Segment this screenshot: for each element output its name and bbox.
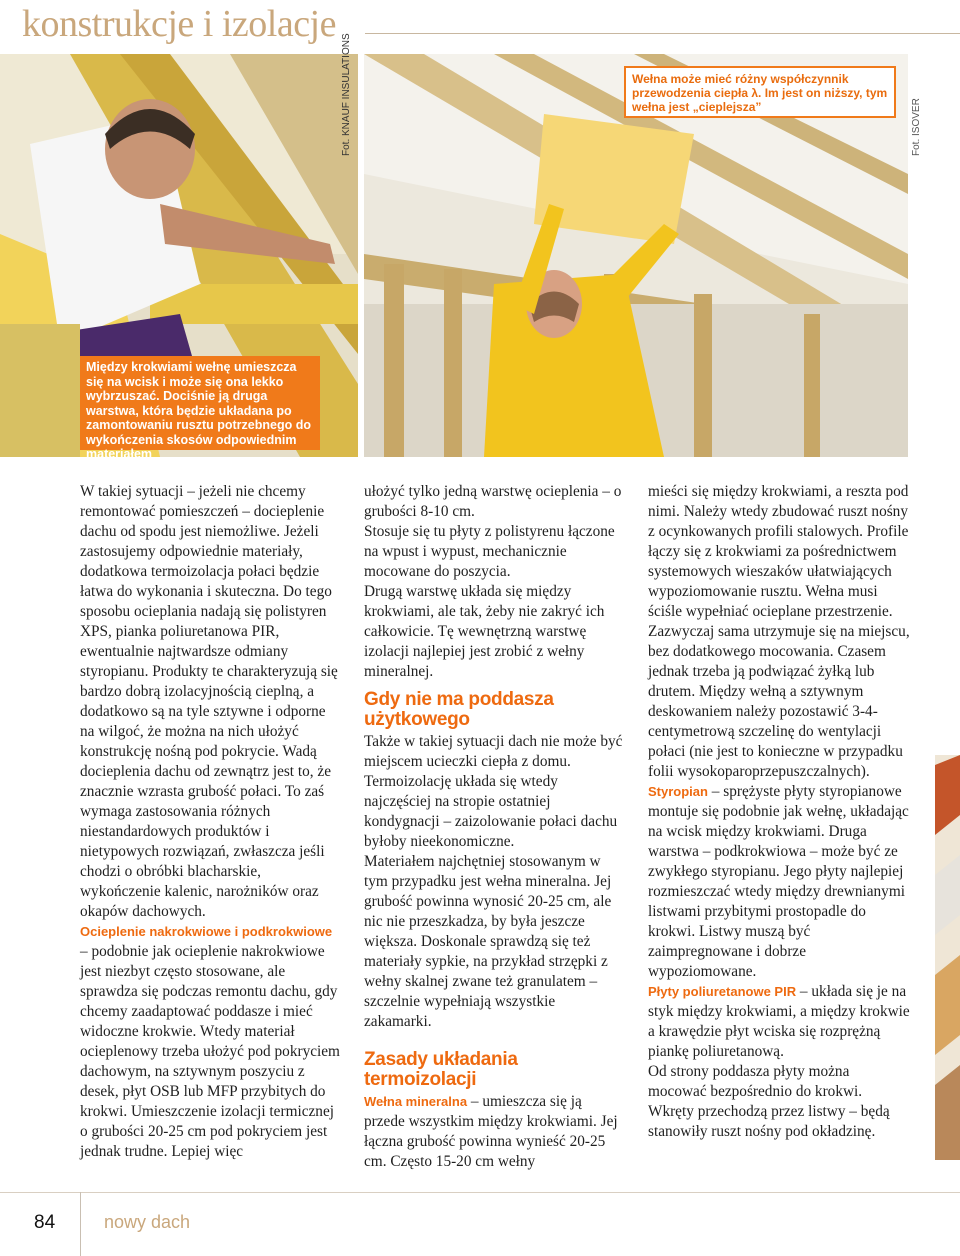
paragraph-text: – podobnie jak ocieplenie nakrokwiowe jest niezbyt często stosowane, ale sprawdza się podczas remontu dachu, gdy chcemy zaadaptować poddasze i mieć widoczne krokwie. Wtedy materiał ocieplenowy trzeba ułożyć pod pokryciem dachowym, na sztywnym poszyciu z desek, płyt OSB lub MFP przybitych do krokwi. Umieszczenie izolacji termicznej o grubości 20-25 cm pod pokryciem jest jednak trudne. Lepiej więc xyxy=(80,943,340,1160)
paragraph: Od strony poddasza płyty można mocować bezpośrednio do krokwi. Wkręty przechodzą przez listwy – będą stanowiły ruszt nośny pod okładzinę. xyxy=(648,1063,890,1140)
paragraph xyxy=(364,1092,626,1172)
subheading: Zasady układania termoizolacji xyxy=(364,1049,518,1090)
paragraph-text: – sprężyste płyty styropianowe montuje się podobnie jak wełnę, układając na wcisk między krokwiami. Druga warstwa – podkrokwiowa – może być ze zwykłego styropianu. Jego płyty najlepiej rozmieszczać wtedy między drewnianymi listwami przybitymi prostopadle do krokwi. Listwy muszą być zaimpregnowane i dobrze wypoziomowane. xyxy=(648,783,909,980)
lead-in-term: Płyty poliuretanowe PIR xyxy=(648,984,797,999)
paragraph: Stosuje się tu płyty z polistyrenu łączone na wpust i wypust, mechanicznie mocowane do poszycia. xyxy=(364,523,615,580)
lead-in-term: Styropian xyxy=(648,784,708,799)
paragraph-text: – umieszcza się ją przede wszystkim między krokwiami. Jej łączna grubość powinna wynieść 20-25 cm. Często 15-20 cm wełny xyxy=(364,1093,618,1170)
paragraph: ułożyć tylko jedną warstwę ocieplenia – o grubości 8-10 cm. xyxy=(364,483,622,520)
photo-credit-left: Fot. KNAUF INSULATIONS xyxy=(341,33,352,156)
photo-caption-left: Między krokwiami wełnę umieszcza się na wcisk i może się ona lekko wybrzuszać. Dociśnie ją druga warstwa, która będzie układana po zamontowaniu rusztu potrzebnego do wykończenia skosów odpowiednim materiałem xyxy=(80,356,320,450)
paragraph xyxy=(648,982,910,1062)
paragraph: mieści się między krokwiami, a reszta pod nimi. Należy wtedy zbudować ruszt nośny z ocynkowanych profili stalowych. Profile łączy się z krokwiami za pośrednictwem systemowych wieszaków ułatwiających wypoziomowanie rusztu. Wełna musi ściśle wypełniać ocieplane przestrzenie. Zazwyczaj sama utrzymuje się na miejscu, bez dodatkowego mocowania. Czasem jednak trzeba ją podwiązać żyłką lub drutem. Między wełną a sztywnym deskowaniem należy pozostawić 3-4-centymetrową szczelinę do wentylacji połaci (nie jest to konieczne w przypadku folii wysokoparoprzepuszczalnych). xyxy=(648,483,910,780)
paragraph: Materiałem najchętniej stosowanym w tym przypadku jest wełna mineralna. Jej grubość powinna wynosić 20-25 cm, ale nic nie przeszkadza, by była jeszcze większa. Doskonale sprawdzą się też materiały sypkie, na przykład strzępki z wełny skalnej zwane też granulatem – szczelnie wypełniają wszystkie zakamarki. xyxy=(364,853,612,1030)
article-column-3 xyxy=(648,482,910,1142)
article-column-2 xyxy=(364,482,626,1172)
paragraph-text: – układa się je na styk między krokwiami, a między krokwie a krawędzie płyt wciska się rozprężną piankę poliuretanową. xyxy=(648,983,910,1060)
footer-rule xyxy=(0,1192,960,1193)
paragraph: Drugą warstwę układa się między krokwiami, ale tak, żeby nie zakryć ich całkowicie. Tę wewnętrzną warstwę izolacji najlepiej jest zrobić z wełny mineralnej. xyxy=(364,583,605,680)
header-rule xyxy=(365,33,960,34)
lead-in-term: Wełna mineralna xyxy=(364,1094,468,1109)
paragraph: W takiej sytuacji – jeżeli nie chcemy remontować pomieszczeń – docieplenie dachu od spodu jest niemożliwe. Jeżeli zastosujemy odpowiednie materiały, dodatkowa termoizolacja połaci będzie łatwa do wykonania i skuteczna. Do tego sposobu ocieplania nadają się polistyren XPS, pianka poliuretanowa PIR, ewentualnie najtwardsze odmiany styropianu. Produkty te charakteryzują się bardzo dobrą izolacyjnością cieplną, a dodatkowo są na tyle sztywne i odporne na wilgoć, że można na nich ułożyć konstrukcję nośną pod pokrycie. Wadą docieplenia dachu od zewnątrz jest to, że znacznie wzrasta grubość połaci. To zaś wymaga zastosowania różnych niestandardowych produktów i nietypowych rozwiązań, zwłaszcza jeśli chodzi o obróbki blacharskie, wykończenie kalenic, narożników oraz okapów dachowych. xyxy=(80,483,338,920)
article-column-1 xyxy=(80,482,340,1162)
edge-photo-strip xyxy=(935,755,960,1160)
subheading: Gdy nie ma poddasza użytkowego xyxy=(364,689,554,730)
paragraph: Także w takiej sytuacji dach nie może być miejscem ucieczki ciepła z domu. Termoizolację układa się wtedy najczęściej na stropie ostatniej kondygnacji – zaizolowanie połaci dachu byłoby nieekonomiczne. xyxy=(364,733,623,850)
section-title: konstrukcje i izolacje xyxy=(22,3,336,45)
paragraph xyxy=(80,922,340,1162)
magazine-name: nowy dach xyxy=(104,1212,191,1232)
footer-divider xyxy=(80,1192,81,1256)
lead-in-term: Ocieplenie nakrokwiowe i podkrokwiowe xyxy=(80,924,333,939)
photo-caption-right: Wełna może mieć różny współczynnik przewodzenia ciepła λ. Im jest on niższy, tym wełna jest „cieplejsza” xyxy=(624,66,896,118)
page-number: 84 xyxy=(34,1212,56,1233)
paragraph xyxy=(648,782,910,982)
photo-credit-right: Fot. ISOVER xyxy=(911,98,922,156)
